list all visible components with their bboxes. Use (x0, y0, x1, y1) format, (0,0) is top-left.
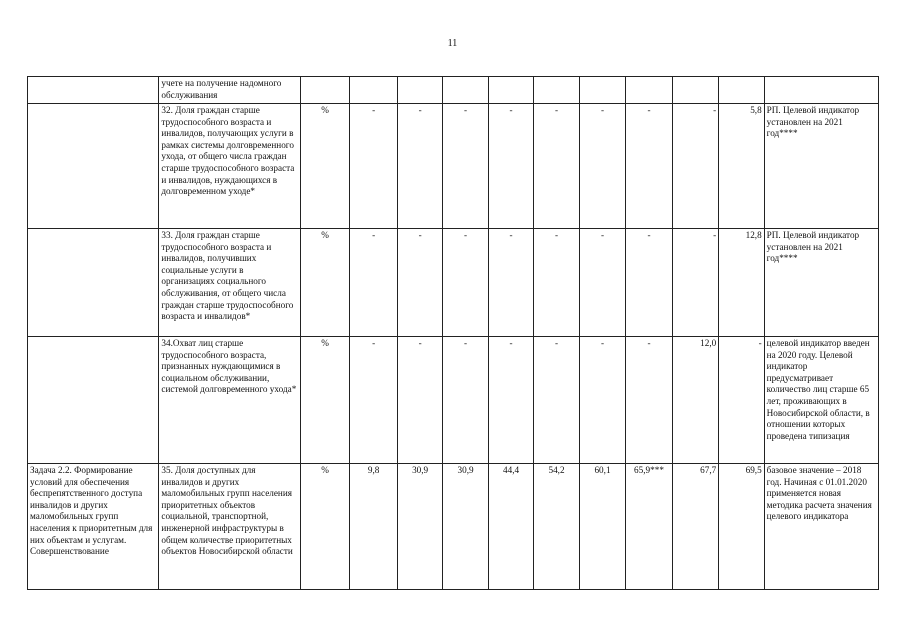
value-cell (626, 77, 672, 104)
value-cell: - (672, 104, 718, 229)
note-cell: РП. Целевой индикатор установлен на 2021 год**** (764, 229, 878, 337)
value-cell (579, 77, 625, 104)
value-cell: - (626, 104, 672, 229)
value-cell: 12,0 (672, 337, 718, 464)
value-cell: - (534, 104, 579, 229)
indicator-cell: 32. Доля граждан старше трудоспособного возраста и инвалидов, получающих услуги в рамках системы долговременного ухода, от общего числа граждан старше трудоспособного возраста и инвалидов, нуждающихся в долговременном уходе* (159, 104, 300, 229)
value-cell (350, 77, 398, 104)
value-cell: - (626, 229, 672, 337)
value-cell: - (488, 337, 533, 464)
value-cell: - (672, 229, 718, 337)
value-cell: - (626, 337, 672, 464)
value-cell: 54,2 (534, 464, 579, 590)
note-cell: базовое значение – 2018 год. Начиная с 01.01.2020 применяется новая методика расчета значения целевого индикатора (764, 464, 878, 590)
value-cell: - (350, 337, 398, 464)
value-cell: 44,4 (488, 464, 533, 590)
value-cell: - (488, 104, 533, 229)
table-row (28, 464, 879, 590)
value-cell: - (397, 337, 442, 464)
value-cell: 69,5 (719, 464, 764, 590)
task-cell (28, 337, 159, 464)
value-cell: - (579, 337, 625, 464)
indicator-table (27, 76, 879, 590)
indicator-cell: 33. Доля граждан старше трудоспособного возраста и инвалидов, получивших социальные услуги в организациях социального обслуживания, от общего числа граждан старше трудоспособного возраста и инвалидов* (159, 229, 300, 337)
unit-cell: % (300, 229, 350, 337)
task-cell (28, 229, 159, 337)
unit-cell: % (300, 104, 350, 229)
value-cell: 30,9 (397, 464, 442, 590)
value-cell: - (488, 229, 533, 337)
value-cell: - (719, 337, 764, 464)
value-cell: 5,8 (719, 104, 764, 229)
value-cell: - (443, 229, 488, 337)
table-row (28, 337, 879, 464)
note-cell (764, 77, 878, 104)
table-row (28, 229, 879, 337)
task-cell (28, 104, 159, 229)
value-cell: - (534, 229, 579, 337)
value-cell: - (443, 104, 488, 229)
note-cell: целевой индикатор введен на 2020 году. Целевой индикатор предусматривает количество лиц старше 65 лет, проживающих в Новосибирской области, в отношении которых проведена типизация (764, 337, 878, 464)
value-cell (443, 77, 488, 104)
value-cell (488, 77, 533, 104)
value-cell: - (397, 229, 442, 337)
unit-cell (300, 77, 350, 104)
value-cell: 67,7 (672, 464, 718, 590)
value-cell: - (579, 104, 625, 229)
value-cell: - (397, 104, 442, 229)
value-cell: - (350, 104, 398, 229)
value-cell: - (534, 337, 579, 464)
note-cell: РП. Целевой индикатор установлен на 2021 год**** (764, 104, 878, 229)
value-cell: 65,9*** (626, 464, 672, 590)
value-cell: - (350, 229, 398, 337)
value-cell: 30,9 (443, 464, 488, 590)
table-row (28, 104, 879, 229)
value-cell (397, 77, 442, 104)
value-cell: 12,8 (719, 229, 764, 337)
table-row (28, 77, 879, 104)
unit-cell: % (300, 464, 350, 590)
page-number: 11 (447, 38, 458, 49)
indicator-cell: 34.Охват лиц старше трудоспособного возраста, признанных нуждающимися в социальном обслуживании, системой долговременного ухода* (159, 337, 300, 464)
value-cell (719, 77, 764, 104)
value-cell (672, 77, 718, 104)
unit-cell: % (300, 337, 350, 464)
indicator-cell: учете на получение надомного обслуживания (159, 77, 300, 104)
value-cell: 9,8 (350, 464, 398, 590)
task-cell: Задача 2.2. Формирование условий для обеспечения беспрепятственного доступа инвалидов и других маломобильных групп населения к приоритетным для них объектам и услугам. Совершенствование (28, 464, 159, 590)
value-cell: - (443, 337, 488, 464)
value-cell: 60,1 (579, 464, 625, 590)
value-cell: - (579, 229, 625, 337)
task-cell (28, 77, 159, 104)
value-cell (534, 77, 579, 104)
indicator-cell: 35. Доля доступных для инвалидов и других маломобильных групп населения приоритетных объектов социальной, транспортной, инженерной инфраструктуры в общем количестве приоритетных объектов Новосибирской области (159, 464, 300, 590)
